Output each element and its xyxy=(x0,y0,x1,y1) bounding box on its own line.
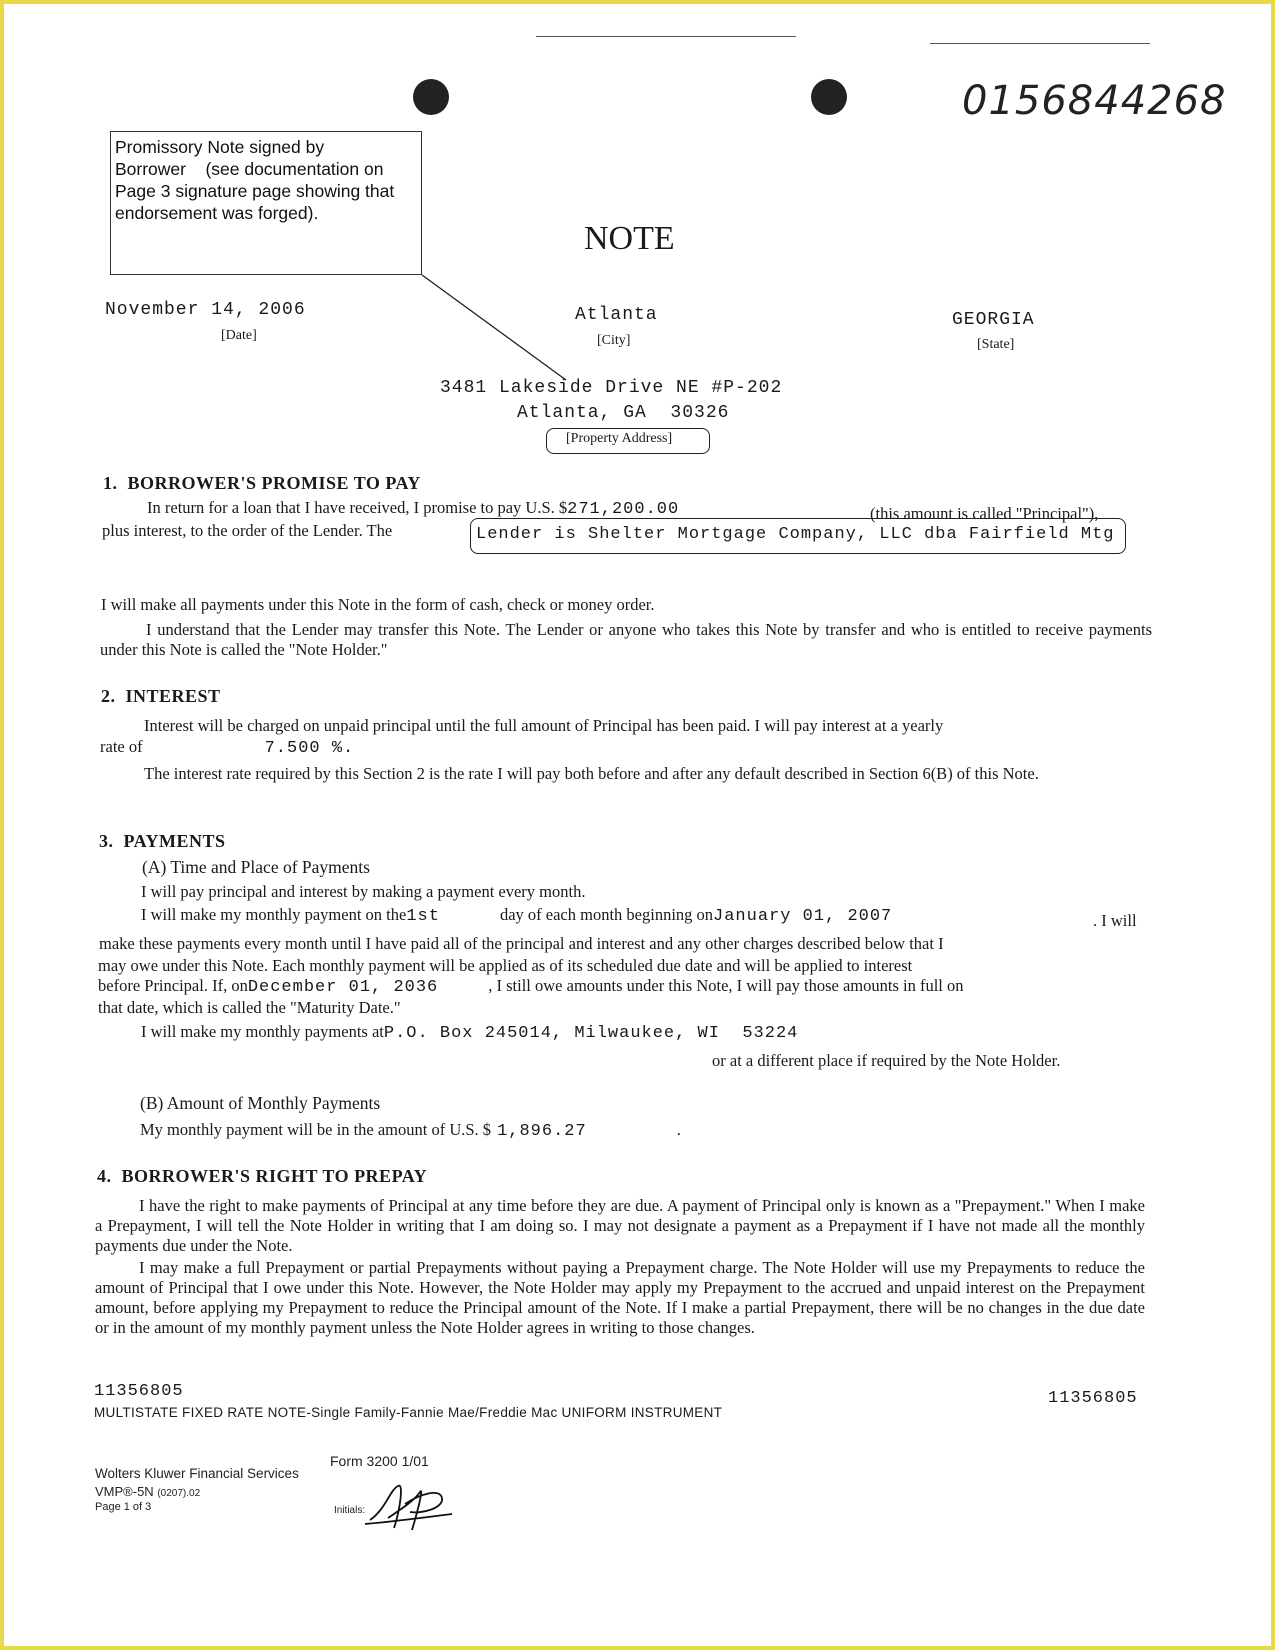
section-3a-text: I will make my monthly payment on the xyxy=(141,905,407,924)
first-payment-date: January 01, 2007 xyxy=(713,907,893,926)
section-1-heading: 1. BORROWER'S PROMISE TO PAY xyxy=(103,473,421,493)
section-1-line: plus interest, to the order of the Lender. The xyxy=(102,521,393,540)
section-3a-text: , I still owe amounts under this Note, I will pay those amounts in full on xyxy=(488,976,964,995)
principal-amount: 271,200.00 xyxy=(567,500,680,519)
vmp-version: (0207).02 xyxy=(157,1488,201,1499)
principal-note: (this amount is called "Principal"), xyxy=(870,504,1099,523)
instrument-title-b: -Single Family-Fannie Mae/Freddie Mac UNIFORM INSTRUMENT xyxy=(306,1405,723,1420)
state-label: [State] xyxy=(977,337,1015,352)
annotation-line: endorsement was forged). xyxy=(115,203,319,223)
annotation-line: Promissory Note signed by xyxy=(115,137,325,157)
payment-address: P.O. Box 245014, Milwaukee, WI 53224 xyxy=(383,1024,799,1043)
section-3a-line xyxy=(141,904,892,928)
section-3b-line xyxy=(140,1119,681,1143)
section-3a-text: day of each month beginning on xyxy=(499,905,714,924)
lender-name: Lender is Shelter Mortgage Company, LLC dba Fairfield Mtg xyxy=(476,525,1115,544)
vmp: VMP®-5N xyxy=(95,1484,154,1499)
section-3a-line: may owe under this Note. Each monthly payment will be applied as of its scheduled due date and will be applied to interest xyxy=(98,956,913,975)
section-1-payment-form: I will make all payments under this Note in the form of cash, check or money order. xyxy=(101,595,655,614)
section-4-text: I may make a full Prepayment or partial Prepayments without paying a Prepayment charge. The Note Holder will use my Prepayments to reduce the amount of Principal that I owe under this Note. However, the Note Holder may apply my Prepayment to the accrued and unpaid interest on the Prepayment amount, before applying my Prepayment to reduce the Principal amount of the Note. If I make a partial Prepayment, there will be no changes in the due date or in the amount of my monthly payment unless the Note Holder agrees in writing to those changes. xyxy=(95,1258,1145,1337)
annotation-line: Page 3 signature page showing that xyxy=(115,181,395,201)
section-2-heading: 2. INTEREST xyxy=(101,686,221,706)
section-3-heading: 3. PAYMENTS xyxy=(99,831,226,851)
interest-rate: 7.500 %. xyxy=(264,739,355,758)
annotation-line: Borrower (see documentation on xyxy=(115,159,384,179)
rate-line xyxy=(100,736,354,760)
section-2-text: Interest will be charged on unpaid principal until the full amount of Principal has been paid. I will pay interest at a yearly xyxy=(144,716,944,735)
section-3a-line: that date, which is called the "Maturity Date." xyxy=(98,998,401,1017)
page-number: Page 1 of 3 xyxy=(95,1501,152,1513)
section-3a-text: I will make my monthly payments at xyxy=(141,1022,384,1041)
loan-number-left: 11356805 xyxy=(94,1382,184,1401)
section-3a-line: or at a different place if required by the Note Holder. xyxy=(712,1051,1061,1070)
initials-label: Initials: xyxy=(334,1505,366,1516)
form-number: Form 3200 1/01 xyxy=(330,1453,429,1469)
monthly-payment: 1,896.27 xyxy=(497,1122,587,1141)
payment-day: 1st xyxy=(406,907,440,926)
section-3b-text: . xyxy=(676,1120,681,1139)
section-3b-text: My monthly payment will be in the amount of U.S. $ xyxy=(140,1120,492,1139)
property-address-line1: 3481 Lakeside Drive NE #P-202 xyxy=(440,378,783,398)
section-3a-text: . I will xyxy=(1093,911,1137,930)
instrument-title-a: MULTISTATE FIXED RATE NOTE xyxy=(94,1405,307,1420)
maturity-date: December 01, 2036 xyxy=(247,978,439,997)
page-title: NOTE xyxy=(584,220,675,257)
handwritten-loan-number: 0156844268 xyxy=(962,78,1227,124)
city-label: [City] xyxy=(597,333,631,348)
section-1-note-holder: I understand that the Lender may transfer this Note. The Lender or anyone who takes this Note by transfer and who is entitled to receive payments under this Note is called the "Note Holder." xyxy=(100,620,1152,659)
section-3a-line: I will pay principal and interest by making a payment every month. xyxy=(141,882,586,901)
section-3a-heading: (A) Time and Place of Payments xyxy=(142,857,370,877)
city-value: Atlanta xyxy=(575,305,658,325)
loan-number-right: 11356805 xyxy=(1048,1389,1138,1408)
initials-signature xyxy=(360,1480,460,1540)
section-3b-heading: (B) Amount of Monthly Payments xyxy=(140,1093,381,1113)
section-4-heading: 4. BORROWER'S RIGHT TO PREPAY xyxy=(97,1166,428,1186)
vmp-code xyxy=(95,1484,200,1499)
property-address-line2: Atlanta, GA 30326 xyxy=(517,403,730,423)
property-address-label: [Property Address] xyxy=(566,431,673,446)
publisher: Wolters Kluwer Financial Services xyxy=(95,1466,299,1481)
state-value: GEORGIA xyxy=(952,310,1035,330)
date-label: [Date] xyxy=(221,328,257,343)
section-1-text: In return for a loan that I have received, I promise to pay U.S. $ xyxy=(147,498,568,517)
section-2-default: The interest rate required by this Section 2 is the rate I will pay both before and after any default described in Section 6(B) of this Note. xyxy=(144,764,1039,783)
section-3a-line: make these payments every month until I have paid all of the principal and interest and any other charges described below that I xyxy=(99,934,944,953)
section-3a-text: before Principal. If, on xyxy=(98,976,248,995)
section-4-text: I have the right to make payments of Principal at any time before they are due. A payment of Principal only is known as a "Prepayment." When I make a Prepayment, I will tell the Note Holder in writing that I am doing so. I may not designate a payment as a Prepayment if I have not made all the monthly payments due under the Note. xyxy=(95,1196,1145,1255)
rate-label: rate of xyxy=(100,737,143,756)
date-value: November 14, 2006 xyxy=(105,300,306,320)
section-3a-line xyxy=(98,975,964,999)
section-3a-line xyxy=(141,1021,798,1045)
instrument-title xyxy=(94,1405,722,1420)
